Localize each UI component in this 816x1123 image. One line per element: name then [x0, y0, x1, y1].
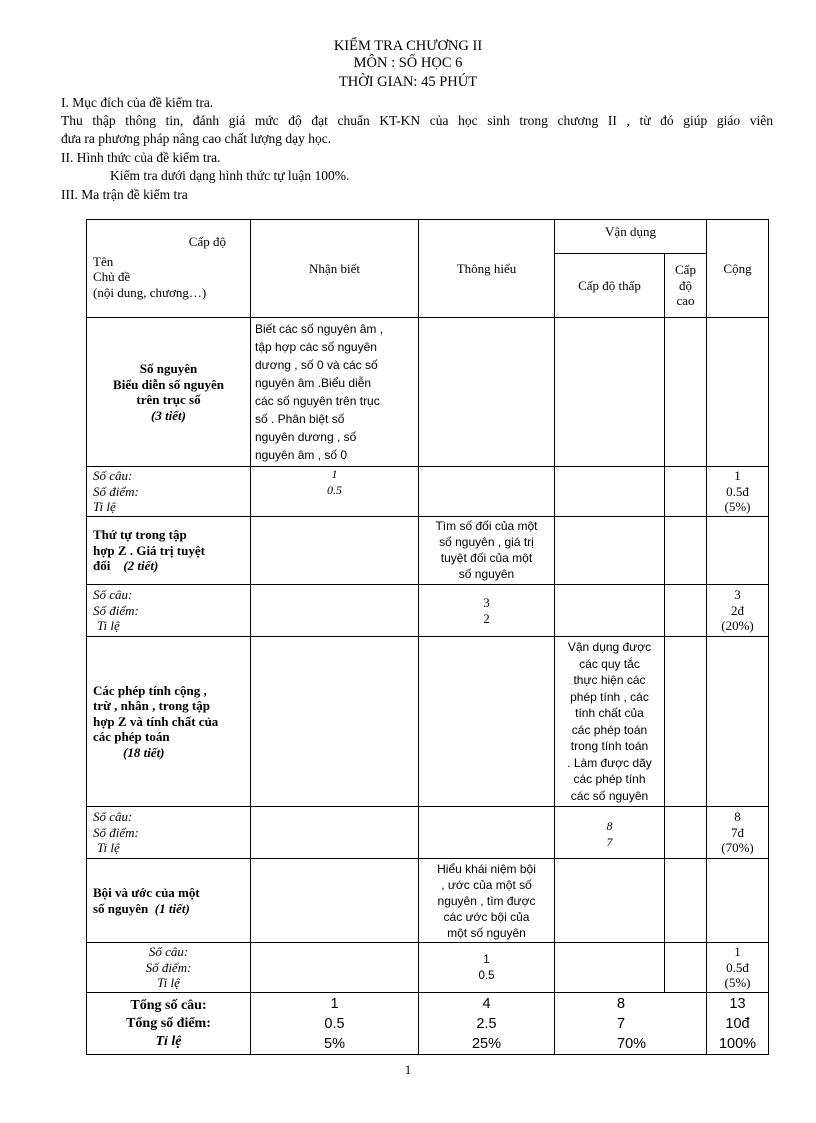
topic1-nb-line1: Biết các số nguyên âm ,	[255, 322, 384, 336]
topic4-th-line3: nguyên , tìm được	[437, 894, 536, 908]
topic3-name-line1: Các phép tính cộng ,	[93, 682, 207, 698]
header-ten: Tên	[93, 253, 114, 269]
topic4-labels-cell	[87, 943, 251, 993]
topic2-th-line1: Tìm số đối của một	[435, 519, 538, 533]
topic4-vd-values-cell	[555, 943, 665, 993]
totals-th-so-diem: 2.5	[476, 1015, 497, 1032]
header-nhan-biet: Nhận biết	[251, 220, 419, 318]
topic4-nhan-biet-cell	[251, 859, 419, 943]
topic2-cong-values-cell	[707, 585, 769, 637]
topic3-labels-cell	[87, 807, 251, 859]
topic2-th-line4: số nguyên	[458, 567, 515, 581]
totals-cong-cell	[707, 993, 769, 1055]
header-cap-do-cao-2: độ	[679, 277, 692, 293]
topic4-cap-do-thap-cell	[555, 859, 665, 943]
subject-line: MÔN : SỐ HỌC 6	[353, 55, 463, 71]
topic1-cap-do-thap-cell	[555, 318, 665, 467]
topic2-summary-row	[87, 585, 769, 637]
topic3-name-line4: các phép toán	[93, 729, 170, 745]
totals-cong-so-cau: 13	[729, 995, 746, 1012]
topic3-cong-so-diem: 7đ	[731, 824, 744, 840]
topic3-vd-values-cell	[555, 807, 665, 859]
totals-vd-so-diem: 7	[617, 1015, 626, 1032]
topic1-cong-values-cell	[707, 467, 769, 517]
section3-heading: III. Ma trận đề kiểm tra	[61, 187, 188, 202]
topic3-name-line3: hợp Z và tính chất của	[93, 713, 219, 729]
totals-cong-so-diem: 10đ	[725, 1015, 750, 1032]
exam-title: KIỂM TRA CHƯƠNG II	[333, 38, 483, 54]
topic1-cao-values-cell	[665, 467, 707, 517]
topic2-lessons: (2 tiết)	[123, 558, 159, 574]
totals-nb-ti-le: 5%	[324, 1035, 345, 1052]
totals-nb-so-diem: 0.5	[324, 1015, 345, 1032]
totals-cong-ti-le: 100%	[718, 1035, 757, 1052]
topic4-th-so-diem: 0.5	[478, 969, 495, 982]
topic3-lessons: (18 tiết)	[123, 744, 165, 760]
header-cong: Cộng	[707, 220, 769, 318]
topic3-cong-cell	[707, 637, 769, 807]
header-cap-do-cao	[665, 254, 707, 318]
section1-heading: I. Mục đích của đề kiểm tra.	[61, 95, 214, 110]
page-number: 1	[404, 1062, 412, 1077]
topic4-th-line2: , ước của một số	[441, 878, 532, 892]
assessment-matrix-table	[86, 219, 769, 1055]
totals-row	[87, 993, 769, 1055]
topic4-label-ti-le: Ti lệ	[157, 975, 180, 991]
topic3-label-ti-le: Ti lệ	[97, 840, 120, 856]
topic3-cong-so-cau: 8	[734, 809, 741, 825]
topic1-nb-values-cell	[251, 467, 419, 517]
section1-text-line1: Thu thập thông tin, đánh giá mức độ đạt chuẩn KT-KN của học sinh trong chương II , từ đó giúp giáo viên	[61, 113, 773, 128]
topic3-cap-do-thap-cell	[555, 637, 665, 807]
topic2-cap-do-thap-cell	[555, 517, 665, 585]
topic2-vd-values-cell	[555, 585, 665, 637]
topic1-nb-line3: dương , số 0 và các số	[255, 358, 378, 372]
topic4-label-so-cau: Số câu:	[148, 944, 189, 960]
topic4-name-line1: Bội và ước của một	[93, 885, 200, 900]
header-cap-do-cao-1: Cấp	[675, 262, 696, 278]
topic2-name-line3: đối	[93, 558, 111, 574]
topic2-labels-cell	[87, 585, 251, 637]
topic4-name-line2-wrap	[93, 901, 248, 917]
topic1-cap-do-cao-cell	[665, 318, 707, 467]
topic1-cong-so-diem: 0.5đ	[726, 483, 749, 499]
header-thong-hieu: Thông hiểu	[419, 220, 555, 318]
topic4-th-line1: Hiểu khái niệm bội	[437, 862, 536, 876]
topic1-name-cell	[87, 318, 251, 467]
topic3-th-values-cell	[419, 807, 555, 859]
totals-vd-cell	[555, 993, 707, 1055]
topic2-th-so-diem: 2	[483, 610, 490, 626]
header-cap-do-thap: Cấp độ thấp	[555, 254, 665, 318]
topic3-vd-so-diem: 7	[606, 834, 613, 849]
topic1-labels-cell	[87, 467, 251, 517]
totals-vd-ti-le: 70%	[617, 1035, 647, 1052]
topic2-cap-do-cao-cell	[665, 517, 707, 585]
totals-th-ti-le: 25%	[471, 1035, 502, 1052]
topic2-label-ti-le: Ti lệ	[97, 618, 120, 634]
header-cap-do: Cấp độ	[188, 234, 226, 249]
topic1-cong-ti-le: (5%)	[724, 499, 751, 515]
topic3-vd-so-cau: 8	[606, 819, 613, 833]
section2-text: Kiểm tra dưới dạng hình thức tự luận 100%.	[110, 168, 350, 183]
topic4-row	[87, 859, 769, 943]
topic3-vd-line1: Vận dụng được	[567, 640, 652, 654]
topic3-vd-line7: trong tính toán	[570, 739, 649, 753]
topic3-vd-line8: . Làm được dãy	[567, 755, 652, 770]
topic4-cao-values-cell	[665, 943, 707, 993]
topic3-label-so-diem: Số điểm:	[93, 824, 139, 840]
totals-labels-cell	[87, 993, 251, 1055]
totals-label-so-cau: Tổng số câu:	[130, 997, 207, 1013]
topic2-th-line3: tuyệt đối của một	[440, 551, 533, 565]
header-van-dung: Vận dụng	[555, 220, 707, 254]
topic4-name-line2: số nguyên	[93, 900, 149, 916]
topic1-label-so-diem: Số điểm:	[93, 483, 139, 499]
section2-heading: II. Hình thức của đề kiểm tra.	[61, 150, 221, 165]
topic2-nhan-biet-cell	[251, 517, 419, 585]
topic4-cong-so-cau: 1	[734, 944, 741, 960]
topic3-nb-values-cell	[251, 807, 419, 859]
topic3-name-line2: trừ , nhân , trong tập	[93, 698, 210, 714]
topic1-th-values-cell	[419, 467, 555, 517]
section1-text-line2: đưa ra phương pháp nâng cao chất lượng dạy học.	[61, 131, 332, 146]
topic4-name-cell	[87, 859, 251, 943]
topic1-cong-cell	[707, 318, 769, 467]
topic4-lessons: (1 tiết)	[154, 900, 190, 916]
topic2-name-cell	[87, 517, 251, 585]
topic4-summary-row	[87, 943, 769, 993]
topic2-cong-ti-le: (20%)	[721, 618, 754, 634]
header-row-1	[87, 220, 769, 254]
topic1-nb-so-diem: 0.5	[327, 482, 342, 497]
header-topic-cell	[87, 220, 251, 318]
topic4-cong-ti-le: (5%)	[724, 975, 751, 991]
topic3-vd-line4: phép tính , các	[570, 689, 649, 704]
topic3-cong-ti-le: (70%)	[721, 840, 754, 856]
topic3-cap-do-cao-cell	[665, 637, 707, 807]
topic3-vd-line2: các quy tắc	[579, 656, 640, 671]
topic1-name-line2: Biểu diễn số nguyên	[113, 376, 224, 392]
topic4-th-so-cau: 1	[483, 953, 490, 966]
topic1-nb-line4: nguyên âm .Biểu diễn	[255, 376, 372, 390]
topic2-th-so-cau: 3	[483, 595, 490, 610]
topic4-th-values-cell	[419, 943, 555, 993]
topic3-label-so-cau: Số câu:	[93, 809, 133, 825]
topic1-nb-line7: nguyên dương , số	[255, 430, 357, 444]
topic4-thong-hieu-cell	[419, 859, 555, 943]
topic3-cao-values-cell	[665, 807, 707, 859]
topic1-label-so-cau: Số câu:	[93, 468, 133, 484]
topic2-name-line2: hợp Z . Giá trị tuyệt	[93, 542, 205, 558]
totals-label-so-diem: Tổng số điểm:	[126, 1015, 211, 1031]
topic1-label-ti-le: Ti lệ	[93, 499, 116, 515]
topic2-name-line1: Thứ tự trong tập	[93, 527, 187, 543]
topic2-thong-hieu-cell	[419, 517, 555, 585]
topic4-th-line5: một số nguyên	[447, 926, 526, 940]
topic2-cong-so-diem: 2đ	[731, 602, 744, 618]
topic4-th-line4: các ước bội của	[443, 910, 530, 924]
topic2-th-line2: số nguyên , giá trị	[439, 535, 534, 549]
topic3-name-cell	[87, 637, 251, 807]
topic3-summary-row	[87, 807, 769, 859]
header-chu-de: Chủ đề	[93, 269, 131, 284]
topic4-cong-values-cell	[707, 943, 769, 993]
topic2-th-values-cell	[419, 585, 555, 637]
topic1-nb-line8: nguyên âm , số 0	[255, 448, 348, 462]
topic1-summary-row	[87, 467, 769, 517]
topic1-lessons: (3 tiết)	[150, 407, 186, 423]
topic1-name-line1: Số nguyên	[139, 361, 198, 376]
time-line: THỜI GIAN: 45 PHÚT	[338, 74, 478, 90]
topic4-cong-so-diem: 0.5đ	[726, 959, 749, 975]
totals-th-cell	[419, 993, 555, 1055]
topic2-label-so-cau: Số câu:	[93, 587, 133, 603]
topic3-vd-line5: tính chất của	[575, 706, 644, 720]
totals-vd-so-cau: 8	[617, 995, 626, 1012]
topic4-nb-values-cell	[251, 943, 419, 993]
topic2-name-line3-wrap	[93, 558, 248, 574]
topic4-cong-cell	[707, 859, 769, 943]
topic2-cong-so-cau: 3	[734, 587, 741, 603]
topic2-nb-values-cell	[251, 585, 419, 637]
totals-label-ti-le: Tỉ lệ	[155, 1033, 182, 1049]
topic2-cong-cell	[707, 517, 769, 585]
topic1-cong-so-cau: 1	[734, 468, 741, 484]
topic4-label-so-diem: Số điểm:	[145, 959, 192, 975]
totals-nb-cell	[251, 993, 419, 1055]
topic3-vd-line3: thực hiện các	[573, 673, 646, 687]
topic3-row	[87, 637, 769, 807]
topic3-vd-line10: các số nguyên	[570, 788, 649, 803]
topic3-cong-values-cell	[707, 807, 769, 859]
topic3-vd-line9: các phép tính	[573, 772, 646, 786]
topic1-name-line3: trên trục số	[136, 392, 201, 407]
topic1-nhan-biet-cell	[251, 318, 419, 467]
header-cap-do-cao-3: cao	[676, 293, 695, 309]
topic1-thong-hieu-cell	[419, 318, 555, 467]
topic2-cao-values-cell	[665, 585, 707, 637]
topic3-vd-line6: các phép toán	[571, 722, 648, 737]
totals-nb-so-cau: 1	[330, 995, 339, 1012]
topic1-nb-line2: tập hợp các số nguyên	[255, 340, 377, 354]
header-noi-dung: (nội dung, chương…)	[93, 284, 207, 300]
topic2-row	[87, 517, 769, 585]
topic1-vd-values-cell	[555, 467, 665, 517]
totals-th-so-cau: 4	[482, 995, 491, 1012]
topic3-nhan-biet-cell	[251, 637, 419, 807]
topic3-thong-hieu-cell	[419, 637, 555, 807]
topic1-nb-so-cau: 1	[331, 467, 338, 481]
topic1-row	[87, 318, 769, 467]
topic1-nb-line5: các số nguyên trên trục	[255, 394, 380, 408]
topic2-label-so-diem: Số điểm:	[93, 602, 139, 618]
topic1-nb-line6: số . Phân biệt số	[255, 412, 345, 426]
topic4-cap-do-cao-cell	[665, 859, 707, 943]
